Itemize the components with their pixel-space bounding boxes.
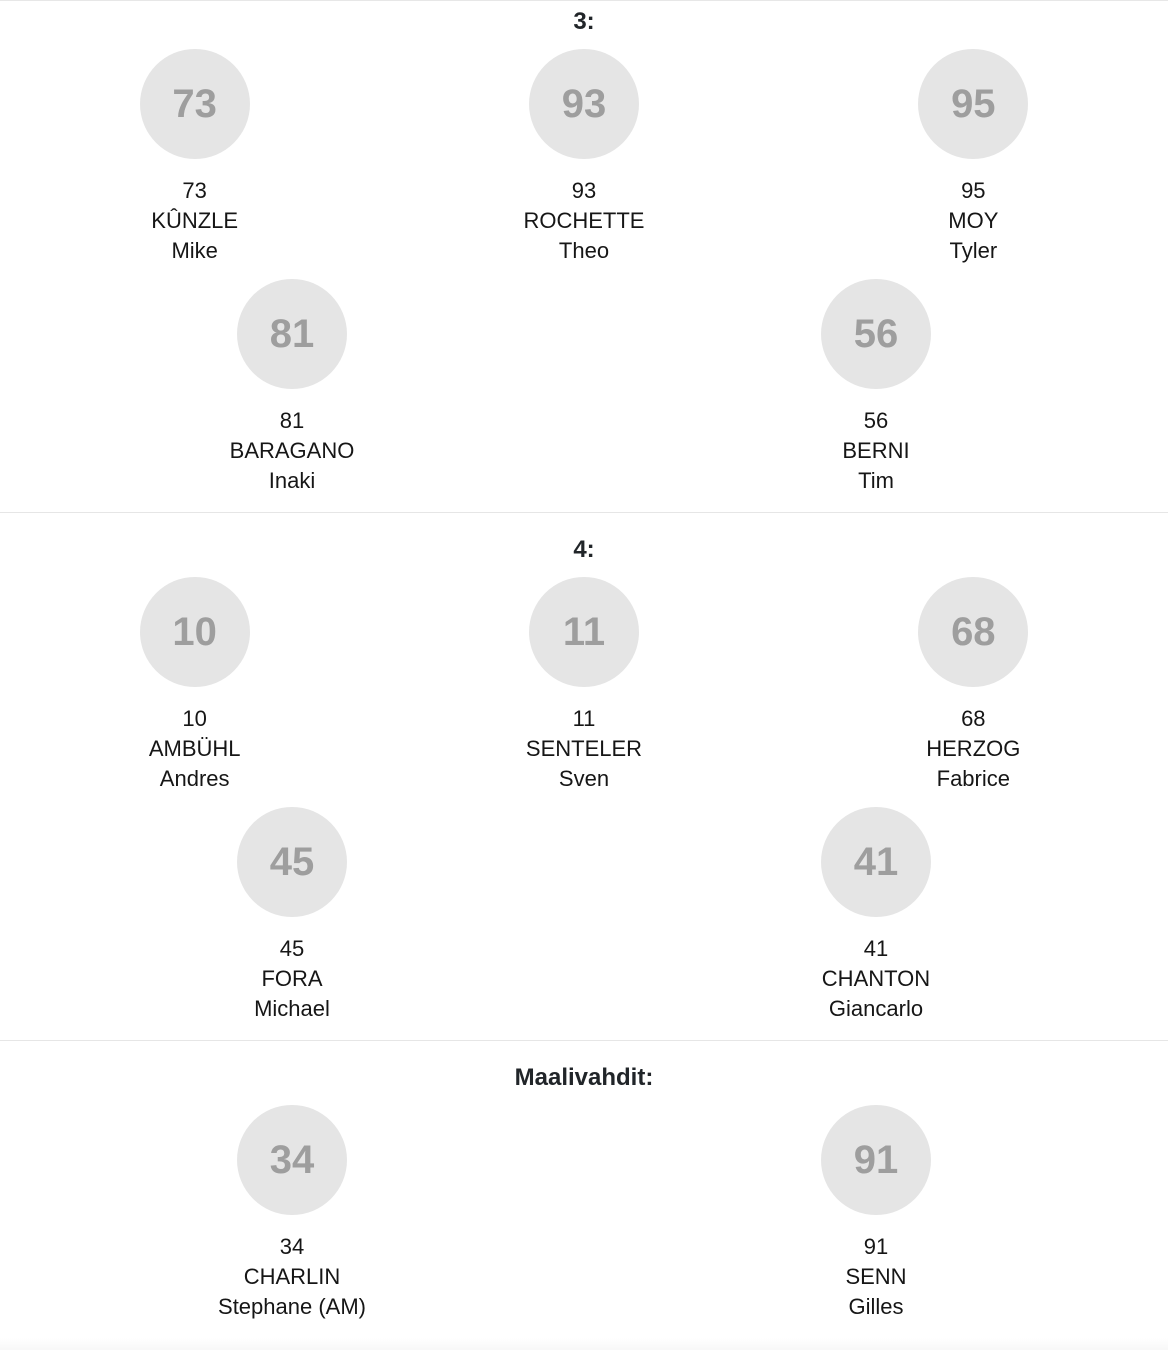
players-row — [0, 1105, 1168, 1322]
player-card[interactable] — [779, 577, 1168, 794]
players-row — [0, 49, 1168, 266]
player-number: 45 — [279, 936, 305, 961]
player-card[interactable] — [0, 807, 584, 1024]
players-row — [0, 807, 1168, 1024]
player-info — [230, 406, 355, 496]
player-info — [218, 1232, 366, 1322]
bottom-fade — [0, 1338, 1168, 1350]
player-number: 73 — [182, 178, 207, 203]
player-avatar-circle[interactable] — [529, 49, 639, 159]
player-avatar-circle[interactable] — [821, 1105, 931, 1215]
player-number: 56 — [863, 408, 889, 433]
lineup-sections — [0, 1, 1168, 1338]
player-lastname: ROCHETTE — [523, 208, 645, 233]
section-title: 4: — [573, 536, 595, 563]
player-number: 68 — [961, 706, 986, 731]
player-lastname: BARAGANO — [229, 438, 355, 463]
player-firstname: Tyler — [949, 238, 998, 263]
player-avatar-circle[interactable] — [140, 577, 250, 687]
player-firstname: Inaki — [268, 468, 316, 493]
player-avatar-number: 34 — [269, 1137, 315, 1182]
player-lastname: AMBÜHL — [148, 736, 241, 761]
player-number: 91 — [863, 1234, 889, 1259]
player-avatar-number: 95 — [951, 81, 996, 126]
player-number: 34 — [279, 1234, 305, 1259]
player-avatar-number: 68 — [951, 609, 996, 654]
player-lastname: SENTELER — [525, 736, 643, 761]
player-info — [151, 176, 238, 266]
player-card[interactable] — [779, 49, 1168, 266]
player-avatar-circle[interactable] — [918, 49, 1028, 159]
player-firstname: Tim — [858, 468, 894, 493]
player-firstname: Fabrice — [936, 766, 1010, 791]
player-avatar-circle[interactable] — [237, 279, 347, 389]
player-info — [845, 1232, 906, 1322]
player-avatar-circle[interactable] — [140, 49, 250, 159]
player-number: 10 — [182, 706, 207, 731]
player-info — [926, 704, 1020, 794]
player-firstname: Gilles — [848, 1294, 904, 1319]
player-number: 95 — [961, 178, 986, 203]
player-number: 11 — [572, 706, 596, 731]
player-card[interactable] — [389, 49, 778, 266]
player-avatar-number: 56 — [853, 311, 899, 356]
player-card[interactable] — [0, 49, 389, 266]
player-lastname: CHARLIN — [243, 1264, 341, 1289]
player-info — [822, 934, 930, 1024]
player-lastname: BERNI — [842, 438, 910, 463]
player-avatar-circle[interactable] — [821, 807, 931, 917]
player-lastname: KÛNZLE — [151, 208, 239, 233]
player-number: 41 — [863, 936, 889, 961]
player-number: 93 — [571, 178, 597, 203]
player-firstname: Stephane (AM) — [218, 1294, 366, 1319]
player-firstname: Michael — [254, 996, 330, 1021]
player-lastname: CHANTON — [821, 966, 931, 991]
player-avatar-number: 73 — [172, 81, 217, 126]
player-avatar-number: 81 — [269, 311, 315, 356]
player-avatar-number: 93 — [561, 81, 607, 126]
player-card[interactable] — [0, 577, 389, 794]
player-card[interactable] — [0, 1105, 584, 1322]
section-title: 3: — [573, 8, 595, 35]
player-firstname: Mike — [171, 238, 218, 263]
player-info — [948, 176, 998, 266]
player-number: 81 — [279, 408, 305, 433]
player-avatar-number: 11 — [562, 609, 606, 654]
players-row — [0, 577, 1168, 794]
player-card[interactable] — [584, 807, 1168, 1024]
player-firstname: Sven — [558, 766, 610, 791]
player-info — [523, 176, 644, 266]
player-info — [254, 934, 330, 1024]
player-avatar-circle[interactable] — [529, 577, 639, 687]
player-info — [842, 406, 909, 496]
player-card[interactable] — [584, 279, 1168, 496]
player-avatar-number: 45 — [269, 839, 315, 884]
player-firstname: Andres — [159, 766, 230, 791]
lineup-section — [0, 1040, 1168, 1338]
lineup-section — [0, 512, 1168, 1040]
player-avatar-number: 10 — [172, 609, 217, 654]
player-lastname: HERZOG — [926, 736, 1021, 761]
player-firstname: Giancarlo — [828, 996, 924, 1021]
player-avatar-number: 91 — [853, 1137, 899, 1182]
player-avatar-circle[interactable] — [918, 577, 1028, 687]
player-avatar-circle[interactable] — [821, 279, 931, 389]
player-avatar-circle[interactable] — [237, 807, 347, 917]
player-lastname: SENN — [845, 1264, 907, 1289]
player-card[interactable] — [389, 577, 778, 794]
player-card[interactable] — [584, 1105, 1168, 1322]
player-card[interactable] — [0, 279, 584, 496]
player-lastname: MOY — [948, 208, 999, 233]
player-lastname: FORA — [261, 966, 323, 991]
player-avatar-number: 41 — [853, 839, 899, 884]
player-avatar-circle[interactable] — [237, 1105, 347, 1215]
player-info — [149, 704, 241, 794]
player-info — [526, 704, 642, 794]
player-firstname: Theo — [558, 238, 610, 263]
section-title: Maalivahdit: — [514, 1064, 654, 1091]
lineup-section — [0, 1, 1168, 512]
players-row — [0, 279, 1168, 496]
